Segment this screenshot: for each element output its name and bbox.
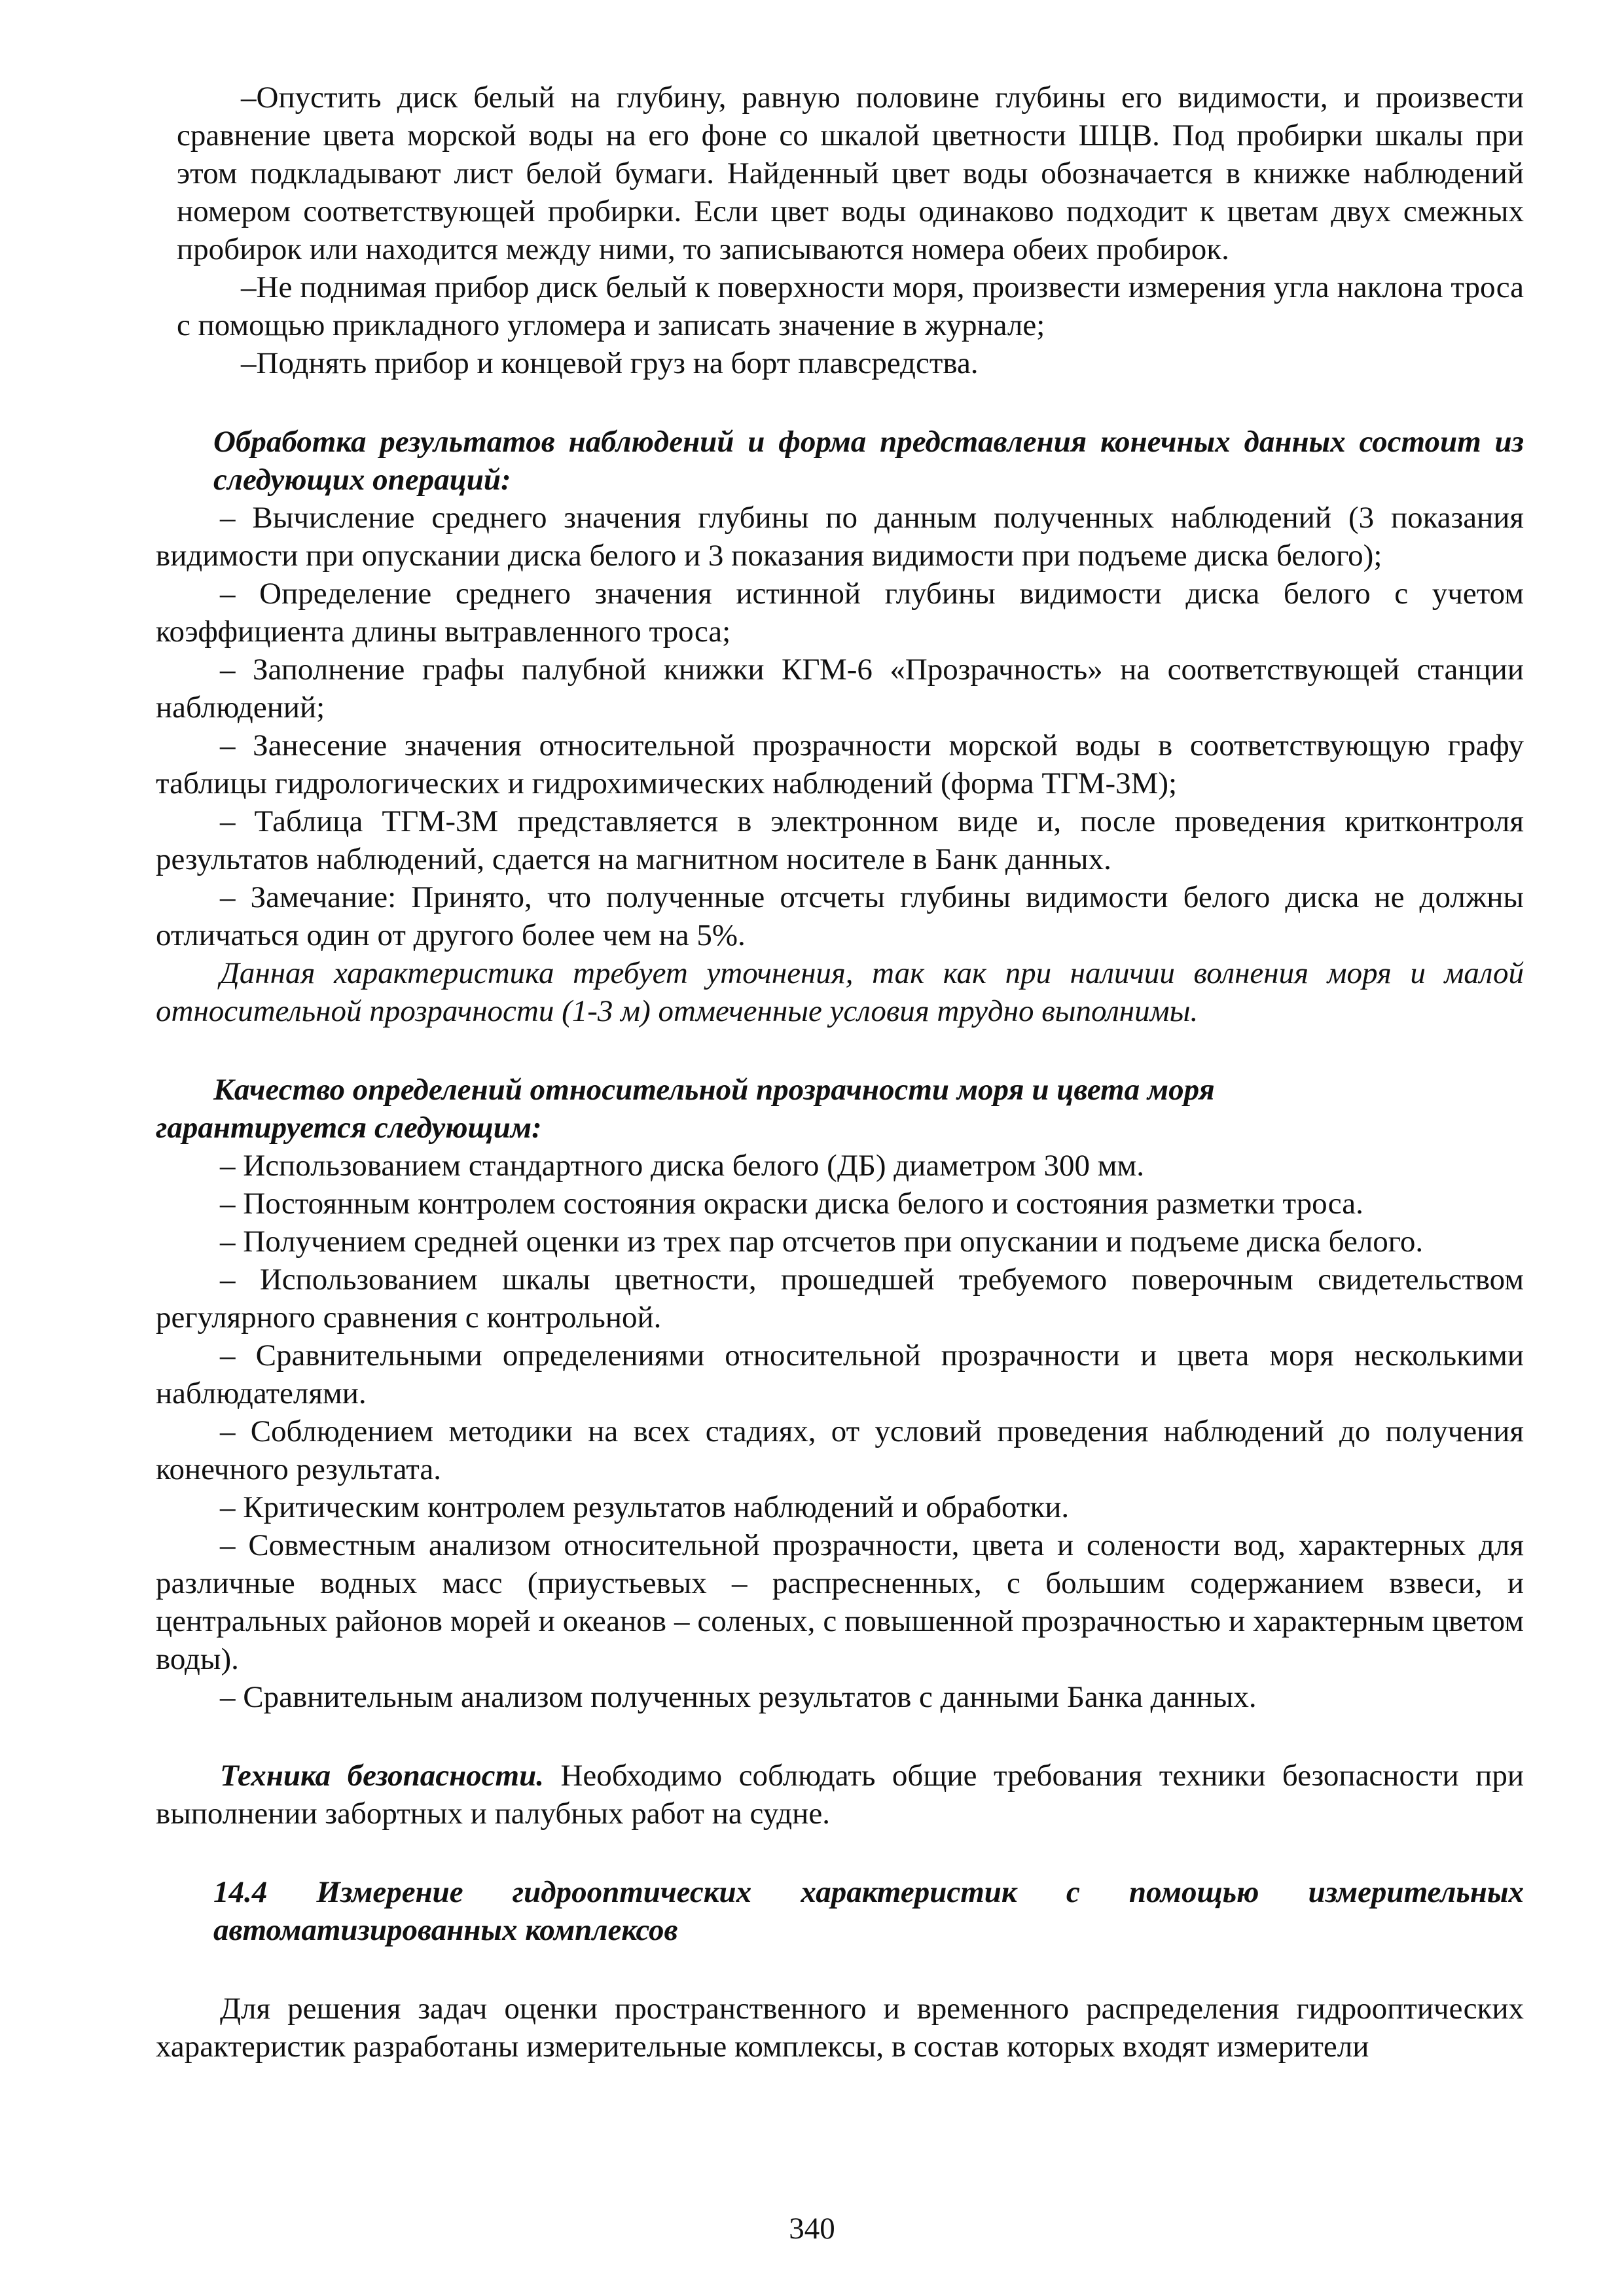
quality-item-7: – Критическим контролем результатов наблюдений и обработки.	[220, 1490, 1070, 1524]
quality-heading-line2: гарантируется следующим:	[156, 1111, 542, 1145]
processing-item-3: – Заполнение графы палубной книжки КГМ-6 «Прозрачность» на соответствующей станции наблюдений;	[156, 653, 1524, 725]
intro-step-3: –Поднять прибор и концевой груз на борт плавсредства.	[241, 346, 979, 380]
quality-item-4: – Использованием шкалы цветности, прошедшей требуемого поверочным свидетельством регулярного сравнения с контрольной.	[156, 1263, 1524, 1335]
section-title: 14.4 Измерение гидрооптических характеристик с помощью измерительных автоматизированных комплексов	[213, 1875, 1524, 1947]
intro-step-1: –Опустить диск белый на глубину, равную половине глубины его видимости, и произвести сравнение цвета морской воды на его фоне со шкалой цветности ШЦВ. Под пробирки шкалы при этом подкладывают лист белой бумаги. Найденный цвет воды обозначается в книжке наблюдений номером соответствующей пробирки. Если цвет воды одинаково подходит к цветам двух смежных пробирок или находится между ними, то записываются номера обеих пробирок.	[177, 81, 1524, 266]
quality-item-6: – Соблюдением методики на всех стадиях, от условий проведения наблюдений до получения конечного результата.	[156, 1414, 1524, 1486]
safety-paragraph	[156, 1757, 1524, 1833]
intro-step-2: –Не поднимая прибор диск белый к поверхности моря, произвести измерения угла наклона троса с помощью прикладного угломера и записать значение в журнале;	[177, 270, 1524, 342]
quality-heading-line1: Качество определений относительной прозрачности моря и цвета моря	[213, 1073, 1215, 1107]
quality-item-1: – Использованием стандартного диска белого (ДБ) диаметром 300 мм.	[220, 1149, 1144, 1183]
quality-item-9: – Сравнительным анализом полученных результатов с данными Банка данных.	[220, 1680, 1257, 1714]
processing-item-6: – Замечание: Принято, что полученные отсчеты глубины видимости белого диска не должны отличаться один от другого более чем на 5%.	[156, 880, 1524, 952]
intro-steps	[156, 79, 1524, 382]
processing-item-4: – Занесение значения относительной прозрачности морской воды в соответствующую графу таблицы гидрологических и гидрохимических наблюдений (форма ТГМ-3М);	[156, 728, 1524, 800]
quality-item-3: – Получением средней оценки из трех пар отсчетов при опускании и подъеме диска белого.	[220, 1225, 1424, 1259]
quality-item-5: – Сравнительными определениями относительной прозрачности и цвета моря несколькими наблюдателями.	[156, 1338, 1524, 1410]
section-body: Для решения задач оценки пространственного и временного распределения гидрооптических характеристик разработаны измерительные комплексы, в состав которых входят измерители	[156, 1992, 1524, 2064]
page-number: 340	[789, 2212, 835, 2246]
processing-heading: Обработка результатов наблюдений и форма представления конечных данных состоит из следующих операций:	[213, 425, 1524, 497]
safety-text: Необходимо соблюдать общие требования техники безопасности при выполнении забортных и палубных работ на судне.	[156, 1759, 1524, 1831]
processing-item-5: – Таблица ТГМ-3М представляется в электронном виде и, после проведения критконтроля результатов наблюдений, сдается на магнитном носителе в Банк данных.	[156, 804, 1524, 876]
safety-label: Техника безопасности.	[220, 1759, 544, 1793]
document-page	[156, 79, 1524, 2066]
processing-note: Данная характеристика требует уточнения, так как при наличии волнения моря и малой относительной прозрачности (1-3 м) отмеченные условия трудно выполнимы.	[156, 956, 1524, 1028]
quality-item-2: – Постоянным контролем состояния окраски диска белого и состояния разметки троса.	[220, 1187, 1363, 1221]
processing-item-2: – Определение среднего значения истинной глубины видимости диска белого с учетом коэффициента длины вытравленного троса;	[156, 577, 1524, 649]
quality-item-8: – Совместным анализом относительной прозрачности, цвета и солености вод, характерных для различные водных масс (приустьевых – распресненных, с большим содержанием взвеси, и центральных районов морей и океанов – соленых, с повышенной прозрачностью и характерным цветом воды).	[156, 1528, 1524, 1676]
processing-item-1: – Вычисление среднего значения глубины по данным полученных наблюдений (3 показания видимости при опускании диска белого и 3 показания видимости при подъеме диска белого);	[156, 501, 1524, 573]
